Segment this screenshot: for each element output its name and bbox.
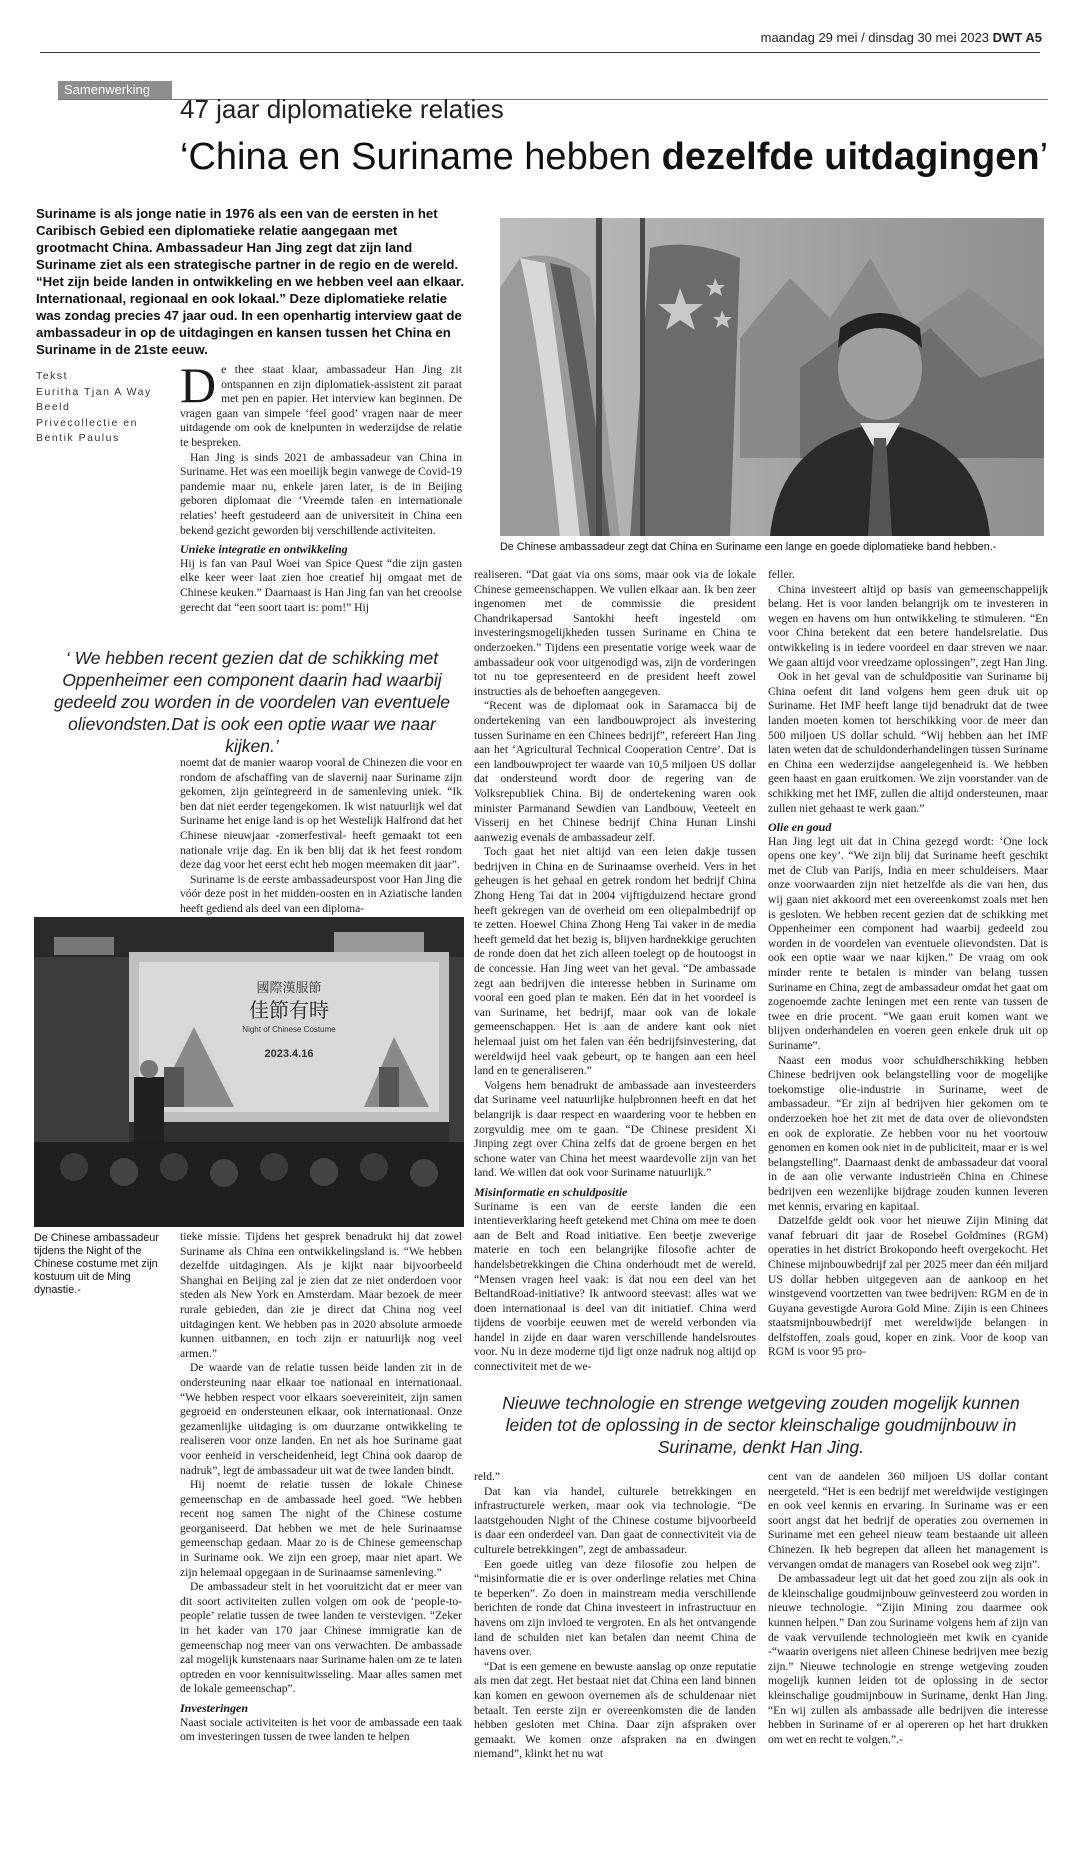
paragraph: “Dat is een gemene en bewuste aanslag op onze reputatie als men dat zegt. Het bestaat niet dat China een land binnen kan komen en gewoon overnemen als de schuldenaar niet betaalt. Ten eerste zijn er overeenkomsten die de landen hebben gesloten met China. Daar zijn afspraken over gemaakt. We komen onze afspraken na en dwingen niemand”, klinkt het nu wat bbox=[474, 1659, 756, 1761]
paragraph: feller. bbox=[768, 568, 795, 581]
article-lead: Suriname is als jonge natie in 1976 als een van de eersten in het Caribisch Gebied een diplomatieke relatie aangegaan met grootmacht China. Ambassadeur Han Jing zegt dat zijn land Suriname ziet als een strategische partner in de regio en de wereld. “Het zijn beide landen in ontwikkeling en we hebben veel aan elkaar. Internationaal, regionaal en ook lokaal.” Deze diplomatieke relatie was zondag precies 47 jaar oud. In een openhartig interview gaat de ambassadeur in op de uitdagingen en kansen tussen het China en Suriname in de 21ste eeuw. bbox=[36, 206, 464, 357]
paragraph: De waarde van de relatie tussen beide landen zit in de ondersteuning naar elkaar toe nationaal en internationaal. “We hebben respect voor elkaars soevereiniteit, zijn samen gegroeid en ondersteunen elkaar, ook internationaal. Onze gezamenlijke uitdaging is om duurzame ontwikkeling te realiseren voor onze landen. En net als hoe Suriname gaat voor eenheid in verscheidenheid, legt China ook daarop de nadruk”, legt de ambassadeur uit wat de twee landen bindt. bbox=[180, 1361, 462, 1477]
paragraph: cent van de aandelen 360 miljoen US dollar contant neergeteld. “Het is een bedrijf met wereldwijde vestigingen en ook veel kennis en ervaring. In Suriname was er een soort angst dat het bedrijf de operaties zou overnemen in Suriname met een geheel nieuw team bestaande uit alleen Chinezen. Ik heb begrepen dat alleen het management is vervangen omdat de managers van Rosebel ook weg zijn”. bbox=[768, 1470, 1048, 1571]
paragraph: De ambassadeur legt uit dat het goed zou zijn als ook in de kleinschalige goudmijnbouw geïnvesteerd zou worden in nieuwe technologie. “Zijin Mining zou daarmee ook kunnen helpen.” Dan zou Suriname volgens hem af zijn van de vaak vervuilende technologieën met kwik en cyanide -“waarin overigens niet alleen Chinese bedrijven mee bezig zijn.” Nieuwe technologie en strenge wetgeving zouden mogelijk kunnen leiden tot de oplossing in de sector kleinschalige goudmijnbouw in Suriname, denkt Han Jing. “En wij zullen als ambassade alle bedrijven die interesse hebben in Suriname of er al opereren op het hart drukken om wet en recht te volgen.”.- bbox=[768, 1572, 1048, 1746]
banner-line: 國際漢服節 bbox=[256, 981, 322, 996]
column-3-lower bbox=[474, 1470, 756, 1856]
ambassador-photo-illustration bbox=[500, 218, 1044, 536]
subheading: Misinformatie en schuldpositie bbox=[474, 1184, 628, 1199]
byline-line: Beeld bbox=[36, 401, 71, 413]
event-photo-caption: De Chinese ambassadeur tijdens the Night of the Chinese costume met zijn kostuum uit de Ming dynastie.- bbox=[34, 1232, 159, 1296]
section-label: Samenwerking bbox=[58, 81, 172, 99]
pull-quote: Nieuwe technologie en strenge wetgeving zouden mogelijk kunnen leiden tot de oplossing in de sector kleinschalige goudmijnbouw in Suriname, denkt Han Jing. bbox=[502, 1393, 1020, 1457]
headline-regular: ‘China en Suriname hebben bbox=[180, 136, 662, 178]
pull-quote: ‘ We hebben recent gezien dat de schikking met Oppenheimer een component daarin had waarbij gedeeld zou worden in de voordelen van eventuele olievondsten.Dat is ook een optie waar we naar kijken.’ bbox=[54, 648, 450, 756]
byline bbox=[36, 369, 166, 447]
header-rule bbox=[40, 52, 1040, 53]
paragraph: Suriname is de eerste ambassadeurspost voor Han Jing die vóór deze post in het midden-oosten en in Aziatische landen heeft gediend als deel van een diploma- bbox=[180, 872, 462, 915]
event-photo-illustration bbox=[34, 917, 464, 1227]
paragraph: realiseren. “Dat gaat via ons soms, maar ook via de lokale Chinese gemeenschappen. We vullen elkaar aan. Ik ben zeer ingenomen met de commissie die president Chandrikapersad Santokhi heeft ingesteld om investeringsmogelijkheden tussen Suriname en China te onderzoeken.” Tijdens een presentatie vorige week waar de ambassadeur ook voor uitgenodigd was, zijn de vorderingen tot nu toe gepresenteerd en de president heeft zowel instructies als de behoeften aangegeven. bbox=[474, 568, 756, 698]
column-3-upper bbox=[474, 568, 756, 1380]
column-1-upper bbox=[180, 363, 462, 618]
event-photo bbox=[34, 917, 464, 1227]
paragraph: Volgens hem benadrukt de ambassade aan investeerders dat Suriname veel natuurlijke hulpbronnen heeft en dat het belangrijk is daar respect en waardering voor te hebben en zorgvuldig mee om te gaan. “De Chinese president Xi Jinping zegt over China zelfs dat de groene bergen en het schone water van China het meest waardevolle zijn van het land. We willen dat ook voor Suriname natuurlijk.” bbox=[474, 1078, 756, 1180]
paragraph: Dat kan via handel, culturele betrekkingen en infrastructurele werken, maar ook via technologie. “De laatstgehouden Night of the Chinese costume bijvoorbeeld is daar een onderdeel van. Dan gaat de connectiviteit via de culturele betrekkingen”, zegt de ambassadeur. bbox=[474, 1484, 756, 1556]
drop-cap: D bbox=[180, 363, 217, 413]
paragraph: Een goede uitleg van deze filosofie zou helpen de “misinformatie die er is over onderlinge relaties met China te beperken”. Zo doen in mainstream media verschillende berichten de ronde dat China investeert in infrastructuur en havens om zijn invloed te vergroten. En als het ontvangende land de schulden niet kan betalen dan neemt China de havens over. bbox=[474, 1557, 756, 1659]
subheading: Investeringen bbox=[180, 1701, 249, 1715]
paragraph: Naast sociale activiteiten is het voor de ambassade een taak om investeringen tussen de twee landen te helpen bbox=[180, 1715, 462, 1744]
paragraph bbox=[180, 363, 462, 451]
paragraph: tieke missie. Tijdens het gesprek benadrukt hij dat zowel Suriname als China een ontwikkelingsland is. “We hebben dezelfde uitdagingen. Als je kijkt naar bijvoorbeeld Shanghai en Beijing zal je zien dat ze niet onderdoen voor steden als New York en Amsterdam. Maar bezoek de meer rurale gebieden, dan zie je direct dat China nog veel uitdagingen kent. We hebben pas in 2020 absolute armoede kunnen uitbannen, en toch zijn er natuurlijk nog veel armen.” bbox=[180, 1230, 462, 1360]
paragraph: Han Jing legt uit dat in China gezegd wordt: ‘One lock opens one key’. “We zijn blij dat Suriname heeft geschikt met de Club van Parijs, India en meer schuldeisers. Maar onze voorwaarden zijn niet hetzelfde als die van hen, dus wij gaan niet akkoord met een overeenkomst zoals met hen is gesloten. We hebben recent gezien dat de schikking met Oppenheimer een component had waarbij gedeeld zou worden in de voordelen van eventuele olievondsten. Dat is ook een optie waar we naar kijken.” De vraag om ook minder rente te betalen is minder van belang tussen Suriname en China, zegt de ambassadeur omdat het gaat om zogenoemde zachte leningen met een rente van tussen de twee en drie procent. “We gaan eruit komen want we blijven onderhandelen en voeren geen enkele druk uit op Suriname”. bbox=[768, 834, 1048, 1052]
column-2-lower bbox=[180, 1230, 462, 1856]
paragraph: “Recent was de diplomaat ook in Saramacca bij de ondertekening van een landbouwproject als investering tussen Suriname en een Chinees bedrijf”, refereert Han Jing aan het ‘Agricultural Technical Cooperation Centre’. Dat is een landbouwproject ter waarde van 10,5 miljoen US dollar dat ondersteund wordt door de regering van de Volksrepubliek China. Bij de ondertekening waren ook minister Parmanand Sewdien van Landbouw, Veeteelt en Visserij en het Chinese bedrijf China Hunan Linshi aanwezig evenals de ambassadeur zelf. bbox=[474, 699, 756, 844]
headline-bold: dezelfde uitdagingen bbox=[661, 136, 1040, 178]
ambassador-photo bbox=[500, 218, 1044, 536]
subheading: Unieke integratie en ontwikkeling bbox=[180, 542, 348, 557]
column-4-lower bbox=[768, 1470, 1048, 1856]
paragraph: De ambassadeur stelt in het vooruitzicht dat er meer van dit soort activiteiten zullen volgen om ook de ‘people-to-people’ relatie tussen de twee landen te verstevigen. “Zeker in het kader van 170 jaar Chinese immigratie kan de gemeenschap nog meer van ons verwachten. De ambassade zal mogelijk kunstenaars naar Suriname halen om ze te laten optreden en voor kennisuitwisseling. Maar alles samen met de lokale gemeenschap”. bbox=[180, 1580, 462, 1696]
paragraph: Datzelfde geldt ook voor het nieuwe Zijin Mining dat vanaf februari dit jaar de Rosebel Goldmines (RGM) operaties in het district Brokopondo heeft overgekocht. Het Chinese mijnbouwbedrijf zal per 2025 meer dan één miljard US dollar hebben uitgegeven aan de aankoop en het winstgevend voortzetten van twee bedrijven: RGM en de in Guyana gevestigde Aurora Gold Mine. Zijin is een Chinees staatsmijnbouwbedrijf met wereldwijde belangen in delfstoffen, zoals goud, koper en zink. Voor de koop van RGM is voor 95 pro- bbox=[768, 1214, 1048, 1359]
headline-close-quote: ’ bbox=[1039, 136, 1049, 178]
banner-line: 2023.4.16 bbox=[264, 1048, 314, 1060]
banner-line: Night of Chinese Costume bbox=[242, 1025, 336, 1034]
article-headline bbox=[180, 136, 1048, 179]
paragraph: Ook in het geval van de schuldpositie van Suriname bij China oefent dit land volgens hem geen druk uit op Suriname. Het IMF heeft lange tijd benadrukt dat de twee landen moeten komen tot herschikking voor de meer dan 500 miljoen US dollar schuld. “Wij hebben aan het IMF laten weten dat de schuldonderhandelingen tussen Suriname en China een wederzijdse aangelegenheid is. We hebben geen haast en gaan eruitkomen. We zijn voorstander van de schikking met het IMF, zullen die altijd ondersteunen, maar zullen niet gehaast te werk gaan.” bbox=[768, 670, 1048, 815]
paragraph: Naast een modus voor schuldherschikking hebben Chinese bedrijven ook belangstelling voor de mogelijke toekomstige olie-industrie in Suriname, weet de ambassadeur. “Er zijn al bedrijven hier gekomen om te onderzoeken hoe het zit met de data over de olievondsten en ook de exploratie. Ze hebben voor nu het voortouw genomen en komen ook niet in de publiciteit, maar er is wel belangstelling”. Daarnaast denkt de ambassadeur dat vooral in de aan olie verwante industrieën China en Chinese bedrijven een wezenlijke bijdrage zouden kunnen leveren met kennis, ervaring en kapitaal. bbox=[768, 1053, 1048, 1213]
page-number: DWT A5 bbox=[992, 30, 1042, 45]
column-4-upper bbox=[768, 568, 1048, 1380]
running-head bbox=[761, 30, 1042, 45]
paragraph: China investeert altijd op basis van gemeenschappelijk belang. Het is voor landen belangrijk om te investeren in wegen en havens om hun ontwikkeling te stimuleren. “En voor China betekent dat een betere handelsrelatie. Dus ontwikkeling is in iedere voordeel en daar streven we naar. We gaan altijd voor vreedzame oplossingen”, zegt Han Jing. bbox=[768, 582, 1048, 669]
banner-line: 佳節有時 bbox=[249, 998, 329, 1022]
paragraph: reld.” bbox=[474, 1470, 501, 1483]
paragraph-text: e thee staat klaar, ambassadeur Han Jing zit ontspannen en zijn diplomatiek-assistent zit paraat met pen en papier. Het interview kan beginnen. De vragen gaan van simpele ‘feel good’ vragen naar de meer uitdagende om ook de knelpunten in wederzijdse de relatie te bespreken. bbox=[180, 363, 462, 449]
ambassador-photo-caption: De Chinese ambassadeur zegt dat China en Suriname een lange en goede diplomatieke band hebben.- bbox=[500, 541, 997, 553]
paragraph: Toch gaat het niet altijd van een leien dakje tussen bedrijven in China en de Surinaamse overheid. Vers in het geheugen is het gehaal en getrek rondom het bedrijf China Zhong Heng Tai dat in 2004 vijftigduizend hectare grond heeft gekregen van de overheid om een oliepalmbedrijf op te zetten. Hoewel China Zhong Heng Tai vaker in de media heeft gemeld dat het bezig is, blijven hardnekkige geruchten de ronde doen dat het zich alleen toelegt op de houtoogst in de concessie. Han Jing weet van het geval. “De ambassade zegt aan bedrijven die interesse hebben in Suriname om vooral een goed plan te maken. Eén dat in het voordeel is van Suriname, het bedrijf, maar ook van de lokale gemeenschappen. Het is aan de andere kant ook niet helemaal juist om het falen van één bedrijfsinvestering, dat wereldwijd heel vaak gebeurt, op te hangen aan een heel land en te generaliseren.” bbox=[474, 845, 756, 1078]
subheading: Olie en goud bbox=[768, 820, 832, 835]
issue-date: maandag 29 mei / dinsdag 30 mei 2023 bbox=[760, 30, 990, 45]
byline-line: Bentik Paulus bbox=[36, 432, 120, 444]
byline-line: Privecollectie en bbox=[36, 416, 138, 429]
byline-line: Euritha Tjan A Way bbox=[36, 385, 152, 398]
paragraph: Hij is fan van Paul Woei van Spice Quest “die zijn gasten elke keer weer laat zien hoe creatief hij omgaat met de Chinese keuken.” Daarnaast is Han Jing fan van het creoolse gerecht dat “een soort taart is: pom!” Hij bbox=[180, 556, 462, 614]
paragraph: Hij noemt de relatie tussen de lokale Chinese gemeenschap en de ambassade heel goed. “We hebben recent nog samen The night of the Chinese costume georganiseerd. Dat hebben we met de hele Surinaamse gemeenschap gedaan. Maar zo is de Chinese gemeenschap in Suriname ook. We zijn een groep, maar niet apart. We zijn helemaal opgegaan in de Surinaamse samenleving.” bbox=[180, 1478, 462, 1579]
paragraph: Han Jing is sinds 2021 de ambassadeur van China in Suriname. Het was een moeilijk begin vanwege de Covid-19 pandemie maar nu, enkele jaren later, is de in Beijing geboren diplomaat die ‘Vreemde talen en internationale relaties’ heeft gestudeerd aan de universiteit in China een bekend gezicht geworden bij verschillende activiteiten. bbox=[180, 450, 462, 537]
paragraph: noemt dat de manier waarop vooral de Chinezen die voor en rondom de afschaffing van de slavernij naar Suriname zijn gekomen, zijn geïntegreerd in de samenleving uniek. “Ik ben dat niet eerder tegengekomen. Ik wist natuurlijk wel dat Suriname het enige land is op het Westelijk Halfrond dat het Chinese nieuwjaar -zomerfestival- heeft gemaakt tot een nationale vrije dag. En ik ben blij dat ik het feest rondom deze dag voor het eerst echt heb mogen meemaken dit jaar”. bbox=[180, 756, 462, 872]
paragraph: Suriname is een van de eerste landen die een intentieverklaring heeft getekend met China om mee te doen aan de Belt and Road initiative. Een beetje zweverige materie en toch een belangrijke filosofie achter de handelsbetrekkingen die China onderhoudt met de wereld. “Mensen vragen heel vaak: is dat nou een deel van het BeltandRoad-initiative? Ik antwoord steevast: alles wat we doen internationaal is deel van dit initiatief. China werd tijdens de voorbije eeuwen met de wereld verbonden via handel in zijde en daar waren verschillende handelsroutes voor. Nu in deze moderne tijd ligt onze nadruk nog altijd op connectiviteit met de we- bbox=[474, 1199, 756, 1374]
byline-line: Tekst bbox=[36, 370, 69, 382]
column-1-lower bbox=[180, 756, 462, 916]
article-kicker: 47 jaar diplomatieke relaties bbox=[180, 94, 504, 124]
